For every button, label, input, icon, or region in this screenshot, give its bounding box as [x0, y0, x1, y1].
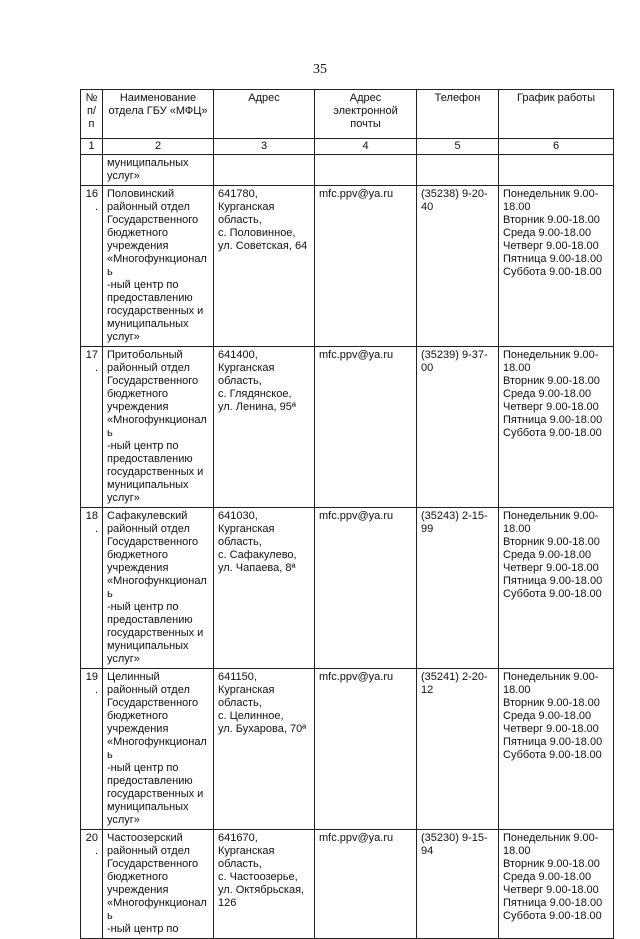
- department-name-line: Государственного: [107, 697, 199, 709]
- schedule-line: Суббота 9.00-18.00: [503, 749, 602, 761]
- department-name-line: предоставлению: [107, 292, 193, 304]
- department-name-line: государственных и: [107, 788, 204, 800]
- department-name-line: «Многофункциональ: [107, 253, 207, 278]
- column-number: 5: [417, 139, 499, 155]
- address-line: область,: [218, 536, 262, 548]
- department-name: [103, 830, 214, 939]
- phone-line: 99: [421, 523, 434, 535]
- address-line: 641400,: [218, 349, 258, 361]
- email-line: mfc.ppv@ya.ru: [319, 349, 394, 361]
- column-number-row: [81, 139, 614, 155]
- schedule-line: 18.00: [503, 523, 531, 535]
- schedule: [499, 155, 614, 186]
- address-line: ул. Чапаева, 8ª: [218, 562, 296, 574]
- address-line: Курганская: [218, 523, 275, 535]
- schedule-line: Пятница 9.00-18.00: [503, 575, 603, 587]
- department-name-line: учреждения: [107, 240, 169, 252]
- address: [214, 347, 315, 508]
- header-schedule: График работы: [499, 90, 614, 139]
- address-line: 641670,: [218, 832, 258, 844]
- address-line: с. Сафакулево,: [218, 549, 297, 561]
- table-row: [81, 186, 614, 347]
- email-line: mfc.ppv@ya.ru: [319, 832, 394, 844]
- department-name-line: районный отдел: [107, 362, 190, 374]
- row-number: [81, 155, 103, 186]
- address-line: область,: [218, 375, 262, 387]
- column-number: 2: [103, 139, 214, 155]
- schedule-line: Вторник 9.00-18.00: [503, 375, 600, 387]
- schedule-line: Понедельник 9.00-: [503, 188, 599, 200]
- department-name-line: бюджетного: [107, 549, 168, 561]
- schedule-line: Четверг 9.00-18.00: [503, 562, 599, 574]
- column-number: 3: [214, 139, 315, 155]
- address-line: с. Глядянское,: [218, 388, 292, 400]
- address-line: ул. Советская, 64: [218, 240, 308, 252]
- department-name-line: Государственного: [107, 536, 199, 548]
- phone: [417, 508, 499, 669]
- department-name-line: услуг»: [107, 653, 140, 665]
- department-name-line: учреждения: [107, 401, 169, 413]
- department-name-line: -ный центр по: [107, 923, 179, 935]
- address-line: Курганская: [218, 201, 275, 213]
- department-name-line: Государственного: [107, 375, 199, 387]
- department-name-line: бюджетного: [107, 871, 168, 883]
- department-name-line: государственных и: [107, 466, 204, 478]
- schedule-line: Среда 9.00-18.00: [503, 710, 592, 722]
- department-name-line: -ный центр по: [107, 762, 179, 774]
- schedule-line: Суббота 9.00-18.00: [503, 910, 602, 922]
- schedule-line: Среда 9.00-18.00: [503, 871, 592, 883]
- phone-line: (35238) 9-20-: [421, 188, 488, 200]
- address-line: ул. Ленина, 95ª: [218, 401, 296, 413]
- email-line: mfc.ppv@ya.ru: [319, 188, 394, 200]
- department-name-line: предоставлению: [107, 453, 193, 465]
- address-line: ул. Бухарова, 70ª: [218, 723, 307, 735]
- schedule-line: Четверг 9.00-18.00: [503, 884, 599, 896]
- schedule-line: Понедельник 9.00-: [503, 671, 599, 683]
- phone-line: (35230) 9-15-: [421, 832, 488, 844]
- schedule-line: Среда 9.00-18.00: [503, 227, 592, 239]
- department-name: [103, 669, 214, 830]
- schedule: [499, 508, 614, 669]
- header-phone: Телефон: [417, 90, 499, 139]
- address: [214, 508, 315, 669]
- department-name-line: бюджетного: [107, 227, 168, 239]
- department-name-line: учреждения: [107, 884, 169, 896]
- address: [214, 186, 315, 347]
- schedule-line: Среда 9.00-18.00: [503, 388, 592, 400]
- address-line: 126: [218, 897, 237, 909]
- address-line: 641150,: [218, 671, 257, 683]
- department-name-line: учреждения: [107, 723, 169, 735]
- phone: [417, 669, 499, 830]
- schedule: [499, 669, 614, 830]
- row-number-line: 16.: [85, 188, 98, 213]
- department-name-line: муниципальных: [107, 801, 189, 813]
- table-row: [81, 830, 614, 939]
- schedule-line: Вторник 9.00-18.00: [503, 697, 600, 709]
- department-name-line: «Многофункциональ: [107, 414, 207, 439]
- schedule-line: Четверг 9.00-18.00: [503, 723, 599, 735]
- email-line: mfc.ppv@ya.ru: [319, 671, 394, 683]
- address-line: область,: [218, 214, 262, 226]
- schedule-line: Четверг 9.00-18.00: [503, 240, 599, 252]
- page-number: 35: [313, 62, 327, 77]
- header-address: Адрес: [214, 90, 315, 139]
- schedule-line: 18.00: [503, 201, 531, 213]
- phone: [417, 155, 499, 186]
- department-name: [103, 347, 214, 508]
- row-number-line: 19.: [85, 671, 98, 696]
- schedule-line: Вторник 9.00-18.00: [503, 536, 600, 548]
- row-number: [81, 830, 103, 939]
- phone: [417, 830, 499, 939]
- email: [315, 508, 417, 669]
- email: [315, 669, 417, 830]
- schedule-line: Суббота 9.00-18.00: [503, 588, 602, 600]
- schedule-line: Вторник 9.00-18.00: [503, 858, 600, 870]
- row-number-line: 18.: [85, 510, 98, 535]
- phone-line: (35239) 9-37-: [421, 349, 488, 361]
- column-number: 4: [315, 139, 417, 155]
- table-body: [81, 155, 614, 939]
- row-number: [81, 508, 103, 669]
- header-num: № п/п: [81, 90, 103, 139]
- department-name-line: районный отдел: [107, 201, 190, 213]
- department-name-line: муниципальных: [107, 318, 189, 330]
- department-name-line: Притобольный: [107, 349, 183, 361]
- department-name-line: бюджетного: [107, 388, 168, 400]
- address-line: 641030,: [218, 510, 258, 522]
- department-name-line: Государственного: [107, 858, 199, 870]
- table-row: [81, 347, 614, 508]
- department-name-line: учреждения: [107, 562, 169, 574]
- email: [315, 347, 417, 508]
- schedule-line: Вторник 9.00-18.00: [503, 214, 600, 226]
- address-line: 641780,: [218, 188, 258, 200]
- department-name-line: предоставлению: [107, 614, 193, 626]
- phone-line: (35243) 2-15-: [421, 510, 488, 522]
- phone: [417, 186, 499, 347]
- address-line: Курганская: [218, 362, 275, 374]
- department-name-line: муниципальных: [107, 479, 189, 491]
- department-name-line: «Многофункциональ: [107, 575, 207, 600]
- header-name: Наименование отдела ГБУ «МФЦ»: [103, 90, 214, 139]
- address-line: Курганская: [218, 684, 275, 696]
- address-line: Курганская: [218, 845, 275, 857]
- department-name-line: Сафакулевский: [107, 510, 188, 522]
- address-line: с. Целинное,: [218, 710, 284, 722]
- table-header-row: [81, 90, 614, 139]
- department-name-line: услуг»: [107, 492, 140, 504]
- phone-line: 00: [421, 362, 434, 374]
- department-name-line: услуг»: [107, 814, 140, 826]
- department-name-line: муниципальных: [107, 157, 189, 169]
- header-email: Адрес электронной почты: [315, 90, 417, 139]
- table-row: [81, 669, 614, 830]
- mfc-departments-table: [80, 89, 614, 939]
- schedule: [499, 830, 614, 939]
- department-name-line: -ный центр по: [107, 601, 179, 613]
- department-name-line: -ный центр по: [107, 440, 179, 452]
- schedule: [499, 186, 614, 347]
- address-line: с. Половинное,: [218, 227, 296, 239]
- department-name-line: предоставлению: [107, 775, 193, 787]
- department-name-line: «Многофункциональ: [107, 736, 207, 761]
- address: [214, 669, 315, 830]
- department-name-line: государственных и: [107, 305, 204, 317]
- row-number-line: 20.: [85, 832, 98, 857]
- email: [315, 155, 417, 186]
- address: [214, 830, 315, 939]
- schedule-line: Пятница 9.00-18.00: [503, 736, 603, 748]
- column-number: 1: [81, 139, 103, 155]
- department-name-line: районный отдел: [107, 845, 190, 857]
- email-line: mfc.ppv@ya.ru: [319, 510, 394, 522]
- column-number: 6: [499, 139, 614, 155]
- schedule-line: Понедельник 9.00-: [503, 510, 599, 522]
- department-name-line: Целинный: [107, 671, 160, 683]
- schedule-line: Понедельник 9.00-: [503, 832, 599, 844]
- department-name-line: Частоозерский: [107, 832, 183, 844]
- phone-line: 12: [421, 684, 434, 696]
- table-row: [81, 508, 614, 669]
- address-line: ул. Октябрьская,: [218, 884, 305, 896]
- department-name-line: районный отдел: [107, 684, 190, 696]
- department-name-line: «Многофункциональ: [107, 897, 207, 922]
- row-number: [81, 669, 103, 830]
- department-name-line: Половинский: [107, 188, 175, 200]
- schedule-line: Среда 9.00-18.00: [503, 549, 592, 561]
- email: [315, 186, 417, 347]
- schedule-line: Пятница 9.00-18.00: [503, 253, 603, 265]
- department-name-line: -ный центр по: [107, 279, 179, 291]
- department-name: [103, 508, 214, 669]
- phone: [417, 347, 499, 508]
- schedule-line: Пятница 9.00-18.00: [503, 414, 603, 426]
- department-name: [103, 155, 214, 186]
- department-name-line: бюджетного: [107, 710, 168, 722]
- schedule-line: 18.00: [503, 845, 531, 857]
- address-line: с. Частоозерье,: [218, 871, 298, 883]
- schedule-line: 18.00: [503, 362, 531, 374]
- table-row: [81, 155, 614, 186]
- schedule-line: 18.00: [503, 684, 531, 696]
- row-number: [81, 347, 103, 508]
- schedule-line: Четверг 9.00-18.00: [503, 401, 599, 413]
- address-line: область,: [218, 858, 262, 870]
- schedule: [499, 347, 614, 508]
- schedule-line: Понедельник 9.00-: [503, 349, 599, 361]
- phone-line: 40: [421, 201, 434, 213]
- department-name-line: Государственного: [107, 214, 199, 226]
- schedule-line: Суббота 9.00-18.00: [503, 427, 602, 439]
- phone-line: (35241) 2-20-: [421, 671, 488, 683]
- address-line: область,: [218, 697, 262, 709]
- schedule-line: Суббота 9.00-18.00: [503, 266, 602, 278]
- row-number-line: 17.: [85, 349, 98, 374]
- department-name-line: муниципальных: [107, 640, 189, 652]
- department-name-line: услуг»: [107, 170, 140, 182]
- department-name-line: услуг»: [107, 331, 140, 343]
- department-name-line: районный отдел: [107, 523, 190, 535]
- address: [214, 155, 315, 186]
- phone-line: 94: [421, 845, 434, 857]
- row-number: [81, 186, 103, 347]
- email: [315, 830, 417, 939]
- department-name-line: государственных и: [107, 627, 204, 639]
- schedule-line: Пятница 9.00-18.00: [503, 897, 603, 909]
- department-name: [103, 186, 214, 347]
